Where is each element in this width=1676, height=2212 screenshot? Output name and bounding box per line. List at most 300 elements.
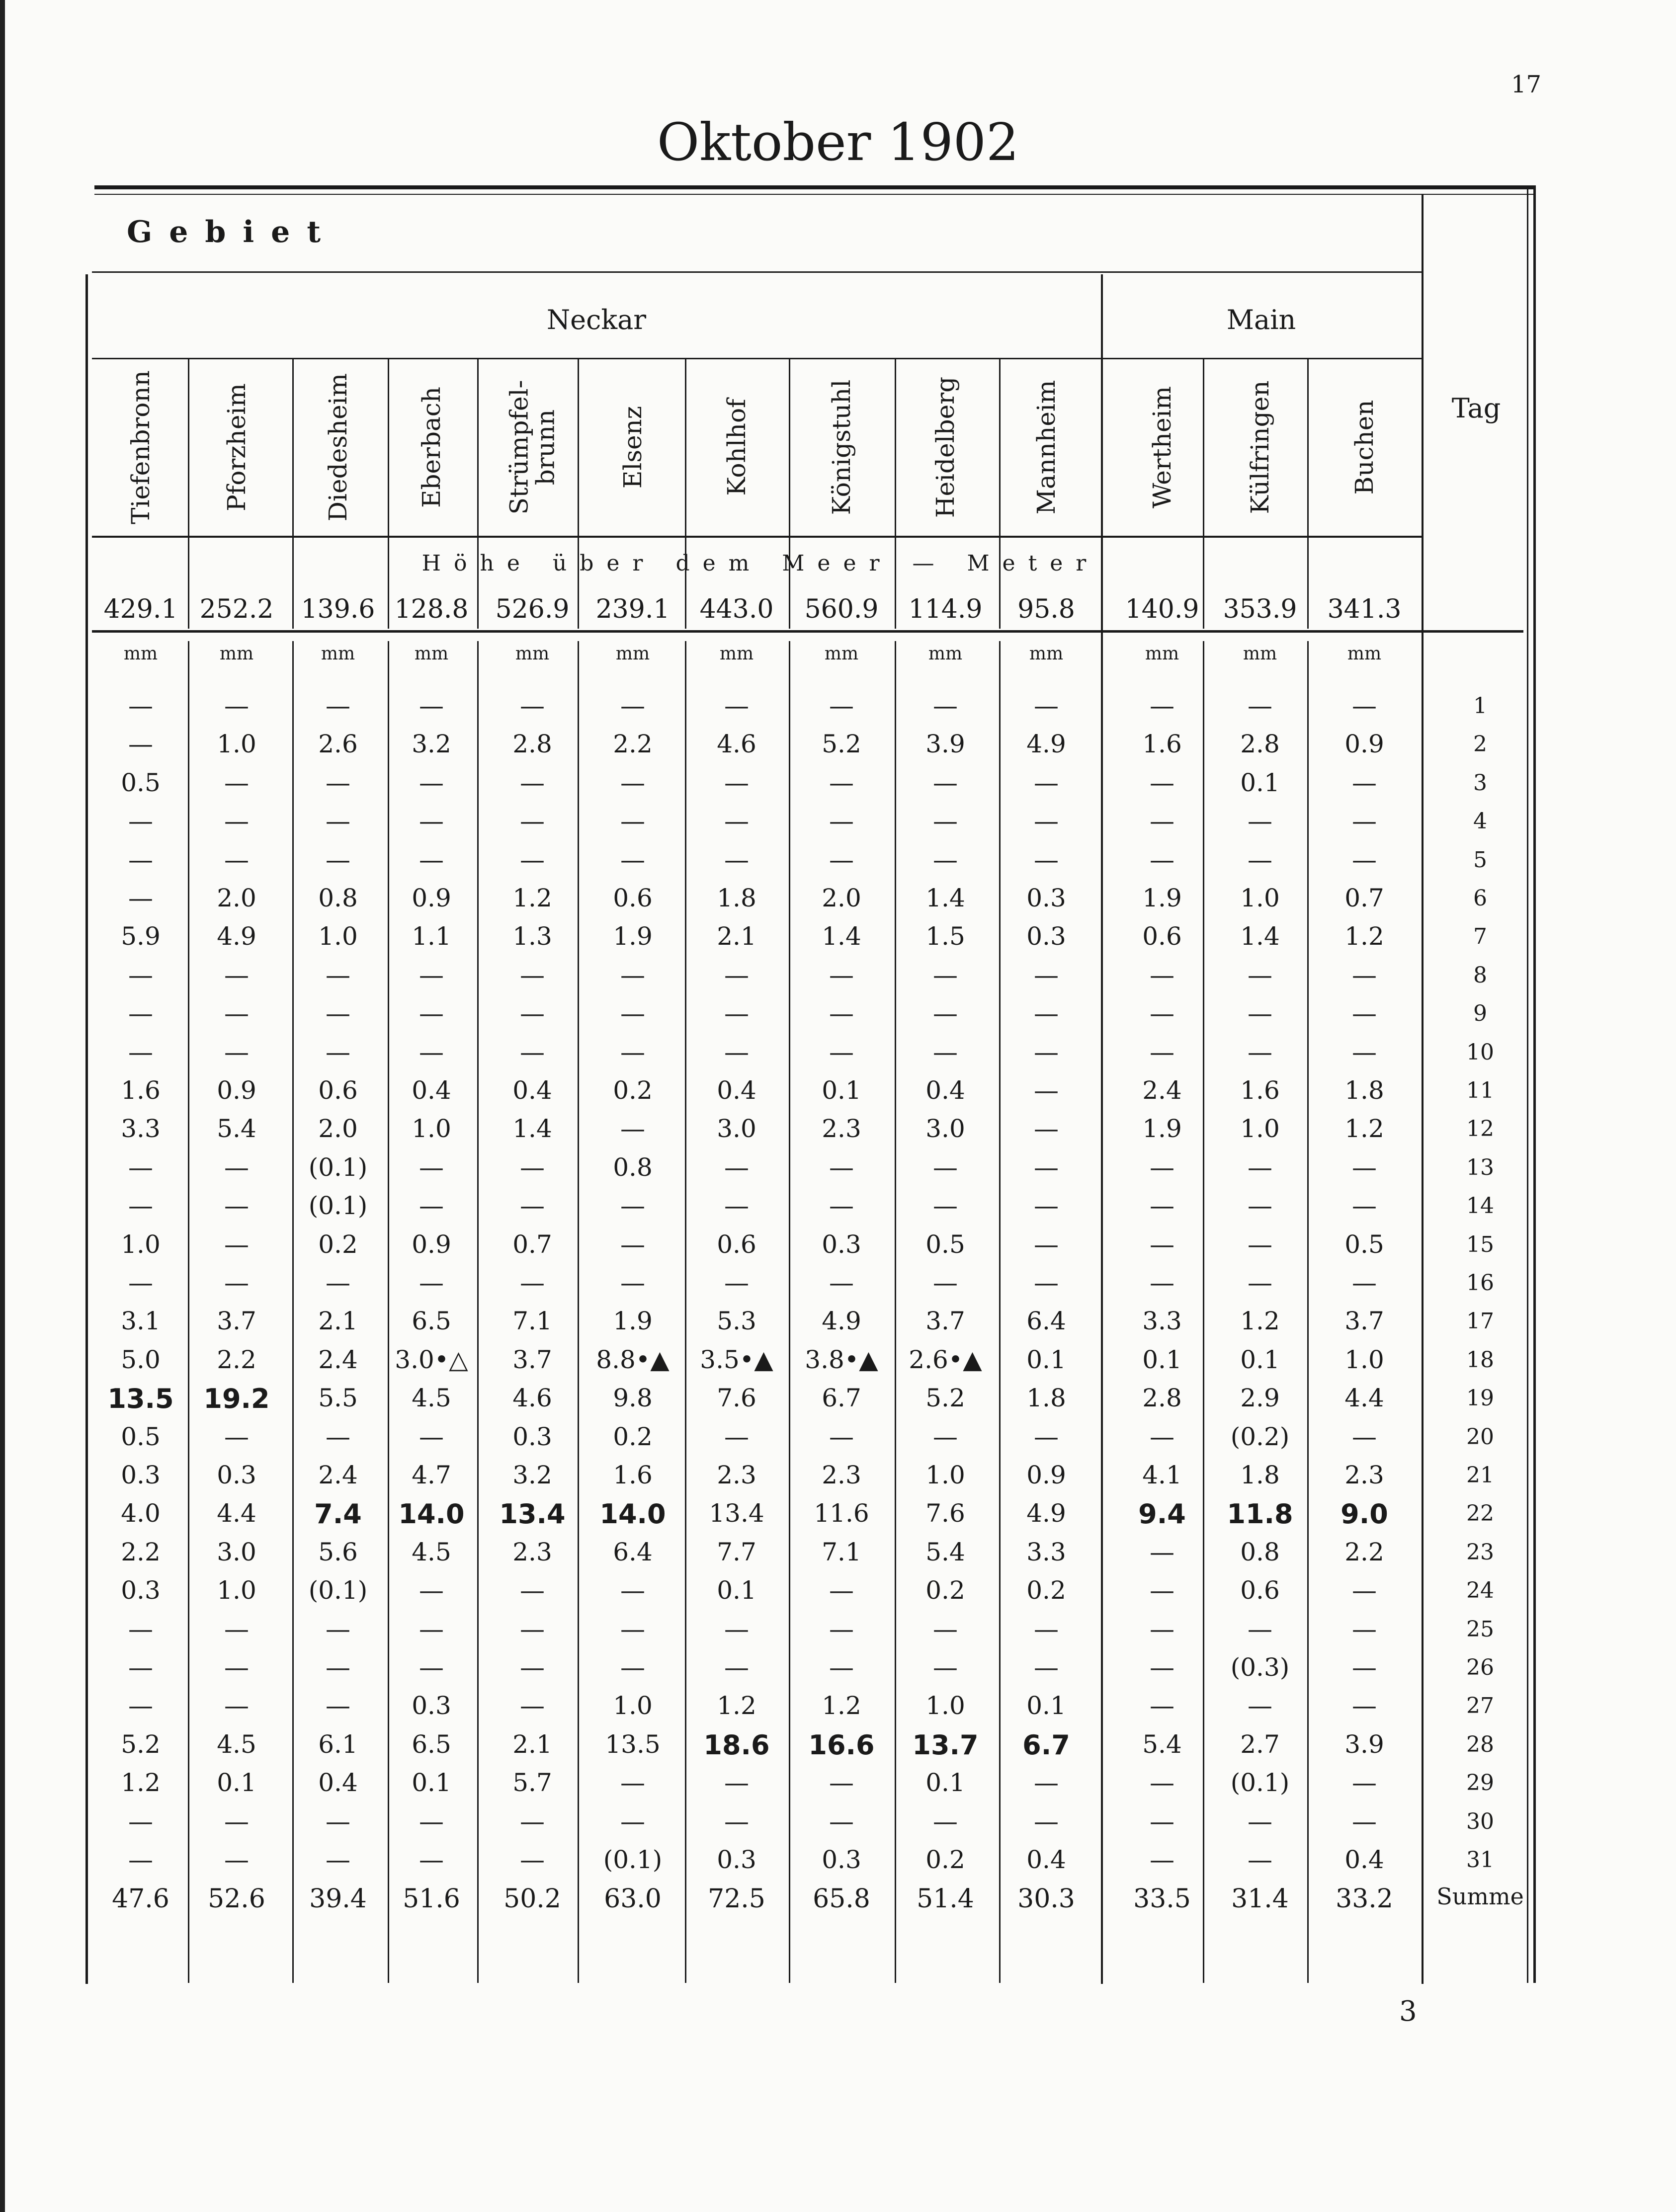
station-elevation: 526.9 bbox=[495, 594, 570, 624]
table-cell: (0.2) bbox=[1230, 1422, 1290, 1451]
table-cell: — bbox=[128, 1653, 153, 1682]
table-cell: 4.9 bbox=[1026, 730, 1066, 759]
table-cell: 1.9 bbox=[613, 1307, 653, 1336]
table-cell: — bbox=[419, 1614, 444, 1643]
table-cell: 2.7 bbox=[1240, 1729, 1280, 1759]
table-cell: 13.5 bbox=[605, 1729, 661, 1759]
table-cell: — bbox=[128, 999, 153, 1028]
column-rule bbox=[1307, 358, 1309, 629]
table-cell: 6.4 bbox=[613, 1537, 653, 1566]
table-cell: 3.0 bbox=[925, 1114, 965, 1144]
column-rule bbox=[388, 358, 389, 629]
table-cell: 0.5 bbox=[925, 1229, 965, 1259]
table-cell: — bbox=[1352, 1037, 1377, 1066]
table-cell: — bbox=[724, 691, 749, 720]
table-cell: 6.1 bbox=[318, 1729, 358, 1759]
table-cell: 1.9 bbox=[1142, 884, 1182, 912]
table-cell: — bbox=[520, 691, 545, 720]
table-cell: (0.1) bbox=[308, 1152, 368, 1182]
table-cell: 2.3 bbox=[822, 1461, 861, 1489]
table-cell: — bbox=[1150, 1576, 1174, 1605]
table-cell: 0.3 bbox=[717, 1845, 756, 1874]
station-header: Elsenz bbox=[618, 406, 647, 489]
table-cell: 0.7 bbox=[512, 1229, 552, 1259]
table-cell: — bbox=[520, 1191, 545, 1221]
table-cell: — bbox=[620, 845, 645, 874]
table-cell: — bbox=[520, 1691, 545, 1720]
day-number: 29 bbox=[1466, 1770, 1494, 1796]
table-cell: — bbox=[1034, 1653, 1059, 1682]
group-label-main: Main bbox=[1226, 304, 1296, 335]
table-cell: — bbox=[1248, 1037, 1272, 1066]
table-cell: — bbox=[419, 768, 444, 797]
table-cell: — bbox=[224, 807, 249, 836]
table-cell: 0.1 bbox=[717, 1576, 756, 1605]
table-cell: 0.5 bbox=[121, 1422, 161, 1451]
station-elevation: 114.9 bbox=[908, 594, 983, 624]
table-cell: — bbox=[933, 1268, 958, 1297]
table-cell: 5.3 bbox=[717, 1307, 756, 1336]
table-cell: (0.1) bbox=[308, 1576, 368, 1605]
table-cell: — bbox=[224, 999, 249, 1028]
table-cell: — bbox=[1352, 1768, 1377, 1798]
day-number: 18 bbox=[1466, 1347, 1494, 1373]
table-cell: 1.0 bbox=[613, 1691, 653, 1720]
table-cell: — bbox=[520, 1152, 545, 1182]
table-cell: — bbox=[829, 807, 854, 836]
table-cell: — bbox=[520, 1268, 545, 1297]
table-cell: 2.3 bbox=[512, 1537, 552, 1566]
table-cell: 0.2 bbox=[318, 1229, 358, 1259]
table-cell: — bbox=[724, 1152, 749, 1182]
table-cell: — bbox=[1352, 807, 1377, 836]
table-cell: 1.0 bbox=[925, 1691, 965, 1720]
table-cell: (0.1) bbox=[308, 1191, 368, 1221]
table-cell: 4.9 bbox=[217, 922, 256, 951]
day-number: 12 bbox=[1466, 1116, 1494, 1142]
table-cell: — bbox=[829, 1152, 854, 1182]
table-cell: 2.3 bbox=[717, 1461, 756, 1489]
table-cell: — bbox=[128, 1806, 153, 1836]
table-cell: — bbox=[620, 691, 645, 720]
table-cell: — bbox=[326, 1037, 350, 1066]
elevation-rule bbox=[92, 630, 1523, 633]
table-cell: 9.0 bbox=[1341, 1498, 1388, 1530]
table-cell: 13.7 bbox=[912, 1729, 979, 1761]
table-cell: — bbox=[1150, 1537, 1174, 1566]
table-cell: 2.4 bbox=[1142, 1076, 1182, 1105]
table-cell: 3.0•△ bbox=[395, 1345, 468, 1374]
table-cell: 4.4 bbox=[217, 1499, 256, 1528]
table-cell: — bbox=[933, 1422, 958, 1451]
table-cell: — bbox=[620, 1268, 645, 1297]
table-cell: — bbox=[829, 960, 854, 989]
table-cell: 13.5 bbox=[107, 1383, 174, 1415]
table-cell: — bbox=[829, 1422, 854, 1451]
table-cell: 0.6 bbox=[1240, 1576, 1280, 1605]
station-header: Tiefenbronn bbox=[126, 370, 155, 524]
table-cell: — bbox=[419, 960, 444, 989]
table-cell: 0.1 bbox=[1240, 768, 1280, 797]
table-cell: — bbox=[224, 1653, 249, 1682]
region-label: Gebiet bbox=[127, 215, 338, 249]
day-number: 2 bbox=[1473, 732, 1487, 757]
table-cell: — bbox=[933, 1191, 958, 1221]
table-cell: 7.4 bbox=[314, 1498, 362, 1530]
table-cell: 0.3 bbox=[512, 1422, 552, 1451]
day-number: 26 bbox=[1466, 1655, 1494, 1680]
table-cell: — bbox=[326, 1614, 350, 1643]
table-cell: 2.1 bbox=[717, 922, 756, 951]
day-number: 27 bbox=[1466, 1693, 1494, 1719]
table-cell: 2.0 bbox=[217, 884, 256, 912]
table-cell: — bbox=[1352, 1576, 1377, 1605]
table-cell: 2.3 bbox=[822, 1114, 861, 1144]
unit-label: mm bbox=[824, 644, 859, 664]
table-cell: 19.2 bbox=[203, 1383, 270, 1415]
table-cell: — bbox=[1352, 1653, 1377, 1682]
unit-label: mm bbox=[123, 644, 158, 664]
table-cell: — bbox=[1352, 1691, 1377, 1720]
table-cell: — bbox=[224, 1614, 249, 1643]
table-cell: — bbox=[128, 1037, 153, 1066]
table-cell: 3.7 bbox=[925, 1307, 965, 1336]
table-cell: 0.1 bbox=[1026, 1345, 1066, 1374]
table-cell: 4.6 bbox=[717, 730, 756, 759]
table-cell: — bbox=[1034, 807, 1059, 836]
table-cell: — bbox=[1352, 1152, 1377, 1182]
table-cell: — bbox=[419, 845, 444, 874]
table-cell: 0.3 bbox=[121, 1461, 161, 1489]
station-header: Diedesheim bbox=[323, 373, 352, 522]
table-cell: — bbox=[224, 1422, 249, 1451]
table-cell: 0.6 bbox=[1142, 922, 1182, 951]
table-cell: 0.4 bbox=[1026, 1845, 1066, 1874]
station-header: Kohlhof bbox=[722, 399, 751, 496]
station-elevation: 139.6 bbox=[301, 594, 375, 624]
table-cell: — bbox=[419, 1576, 444, 1605]
table-cell: — bbox=[829, 691, 854, 720]
table-cell: 5.0 bbox=[121, 1345, 161, 1374]
column-rule bbox=[895, 358, 896, 629]
table-cell: — bbox=[1352, 691, 1377, 720]
station-header: Mannheim bbox=[1031, 380, 1061, 515]
table-cell: 0.3 bbox=[822, 1229, 861, 1259]
table-cell: 5.4 bbox=[217, 1114, 256, 1144]
station-elevation: 560.9 bbox=[804, 594, 879, 624]
table-cell: 2.6 bbox=[318, 730, 358, 759]
table-cell: 4.7 bbox=[412, 1461, 451, 1489]
table-cell: — bbox=[1034, 1152, 1059, 1182]
day-number: 24 bbox=[1466, 1578, 1494, 1604]
station-header: Külfringen bbox=[1245, 380, 1274, 514]
table-cell: (0.1) bbox=[1230, 1768, 1290, 1798]
table-cell: 3.3 bbox=[1026, 1537, 1066, 1566]
table-cell: 2.8 bbox=[1142, 1384, 1182, 1413]
table-cell: — bbox=[224, 1691, 249, 1720]
sum-cell: 47.6 bbox=[112, 1884, 169, 1914]
table-cell: — bbox=[128, 1845, 153, 1874]
column-rule bbox=[1203, 358, 1204, 629]
gebiet-rule bbox=[92, 271, 1422, 273]
table-cell: — bbox=[1352, 960, 1377, 989]
table-cell: — bbox=[326, 1268, 350, 1297]
unit-label: mm bbox=[928, 644, 963, 664]
table-cell: — bbox=[1150, 999, 1174, 1028]
day-number: 8 bbox=[1473, 962, 1487, 988]
table-cell: — bbox=[933, 1806, 958, 1836]
table-cell: 7.6 bbox=[717, 1384, 756, 1413]
table-cell: — bbox=[520, 1653, 545, 1682]
table-cell: — bbox=[620, 1653, 645, 1682]
table-cell: — bbox=[1034, 1422, 1059, 1451]
table-cell: — bbox=[1248, 999, 1272, 1028]
table-cell: — bbox=[326, 768, 350, 797]
unit-label: mm bbox=[1243, 644, 1277, 664]
table-cell: 1.6 bbox=[1240, 1076, 1280, 1105]
table-cell: 3.0 bbox=[217, 1537, 256, 1566]
table-cell: 5.4 bbox=[1142, 1729, 1182, 1759]
table-cell: 14.0 bbox=[398, 1498, 465, 1530]
table-cell: — bbox=[520, 807, 545, 836]
unit-label: mm bbox=[615, 644, 650, 664]
table-cell: — bbox=[419, 1653, 444, 1682]
table-cell: 0.4 bbox=[717, 1076, 756, 1105]
table-cell: 1.4 bbox=[512, 1114, 552, 1144]
table-cell: — bbox=[933, 1614, 958, 1643]
table-cell: — bbox=[829, 1653, 854, 1682]
table-cell: — bbox=[520, 999, 545, 1028]
table-cell: 1.1 bbox=[412, 922, 451, 951]
table-cell: — bbox=[1150, 1653, 1174, 1682]
table-cell: — bbox=[1150, 960, 1174, 989]
top-rule-thin bbox=[94, 194, 1536, 195]
table-cell: — bbox=[1150, 1268, 1174, 1297]
table-cell: — bbox=[1034, 1806, 1059, 1836]
table-cell: 0.4 bbox=[925, 1076, 965, 1105]
day-number: 20 bbox=[1466, 1424, 1494, 1450]
table-cell: 2.4 bbox=[318, 1345, 358, 1374]
table-cell: 0.3 bbox=[121, 1576, 161, 1605]
table-cell: — bbox=[128, 1152, 153, 1182]
table-cell: — bbox=[128, 960, 153, 989]
table-cell: 0.1 bbox=[925, 1768, 965, 1798]
table-cell: 0.4 bbox=[412, 1076, 451, 1105]
table-cell: 1.2 bbox=[1344, 922, 1384, 951]
table-cell: — bbox=[829, 768, 854, 797]
day-number: 6 bbox=[1473, 886, 1487, 911]
table-cell: 0.7 bbox=[1344, 884, 1384, 912]
table-cell: 7.1 bbox=[512, 1307, 552, 1336]
table-cell: — bbox=[1248, 1691, 1272, 1720]
table-cell: 1.0 bbox=[412, 1114, 451, 1144]
table-cell: — bbox=[224, 1191, 249, 1221]
table-cell: — bbox=[1150, 1806, 1174, 1836]
table-cell: 3.9 bbox=[1344, 1729, 1384, 1759]
station-elevation: 429.1 bbox=[103, 594, 178, 624]
table-cell: 0.6 bbox=[318, 1076, 358, 1105]
table-cell: — bbox=[933, 1152, 958, 1182]
table-cell: — bbox=[1248, 1268, 1272, 1297]
page-number: 17 bbox=[1511, 71, 1542, 98]
unit-label: mm bbox=[515, 644, 550, 664]
day-number: 22 bbox=[1466, 1501, 1494, 1527]
table-cell: — bbox=[620, 807, 645, 836]
table-cell: 0.6 bbox=[613, 884, 653, 912]
table-cell: 1.8 bbox=[1344, 1076, 1384, 1105]
table-cell: — bbox=[1150, 1768, 1174, 1798]
table-cell: — bbox=[620, 1229, 645, 1259]
table-cell: — bbox=[1034, 768, 1059, 797]
table-cell: 3.7 bbox=[1344, 1307, 1384, 1336]
unit-label: mm bbox=[1347, 644, 1382, 664]
table-cell: — bbox=[1352, 1191, 1377, 1221]
day-number: 31 bbox=[1466, 1847, 1494, 1873]
table-cell: — bbox=[128, 884, 153, 912]
table-cell: 13.4 bbox=[709, 1499, 764, 1528]
table-cell: 1.8 bbox=[717, 884, 756, 912]
table-cell: — bbox=[128, 1614, 153, 1643]
station-elevation: 239.1 bbox=[595, 594, 670, 624]
day-number: 16 bbox=[1466, 1270, 1494, 1296]
table-cell: 0.8 bbox=[1240, 1537, 1280, 1566]
table-cell: — bbox=[1248, 1614, 1272, 1643]
table-cell: 5.5 bbox=[318, 1384, 358, 1413]
right-border-outer bbox=[1533, 189, 1536, 1983]
table-cell: 7.1 bbox=[822, 1537, 861, 1566]
table-cell: — bbox=[1034, 845, 1059, 874]
table-cell: 0.1 bbox=[412, 1768, 451, 1798]
table-cell: — bbox=[419, 1191, 444, 1221]
day-number: 19 bbox=[1466, 1386, 1494, 1411]
table-cell: 18.6 bbox=[703, 1729, 770, 1761]
table-cell: — bbox=[829, 845, 854, 874]
table-cell: — bbox=[128, 807, 153, 836]
table-cell: — bbox=[933, 807, 958, 836]
table-cell: — bbox=[829, 1037, 854, 1066]
table-cell: 8.8•▲ bbox=[596, 1345, 670, 1374]
table-cell: — bbox=[1150, 1691, 1174, 1720]
table-cell: — bbox=[620, 1806, 645, 1836]
table-cell: — bbox=[419, 1152, 444, 1182]
table-cell: 2.8 bbox=[1240, 730, 1280, 759]
table-cell: — bbox=[128, 730, 153, 759]
table-cell: — bbox=[724, 1191, 749, 1221]
table-cell: 3.2 bbox=[512, 1461, 552, 1489]
table-cell: — bbox=[1352, 1806, 1377, 1836]
sum-cell: 51.6 bbox=[403, 1884, 460, 1914]
column-rule bbox=[477, 358, 479, 629]
table-cell: 3.8•▲ bbox=[805, 1345, 878, 1374]
group-rule bbox=[92, 358, 1422, 359]
table-cell: 1.6 bbox=[613, 1461, 653, 1489]
table-cell: 2.4 bbox=[318, 1461, 358, 1489]
unit-label: mm bbox=[321, 644, 355, 664]
table-cell: — bbox=[1248, 691, 1272, 720]
table-cell: 0.3 bbox=[822, 1845, 861, 1874]
table-cell: 1.8 bbox=[1240, 1461, 1280, 1489]
station-elevation: 252.2 bbox=[199, 594, 274, 624]
column-rule bbox=[789, 358, 790, 629]
table-cell: 0.1 bbox=[1142, 1345, 1182, 1374]
table-cell: 13.4 bbox=[499, 1498, 566, 1530]
sum-cell: 63.0 bbox=[604, 1884, 662, 1914]
day-number: 25 bbox=[1466, 1616, 1494, 1642]
table-cell: 3.3 bbox=[121, 1114, 161, 1144]
sum-cell: 31.4 bbox=[1231, 1884, 1289, 1914]
table-cell: — bbox=[520, 1037, 545, 1066]
day-number: 30 bbox=[1466, 1808, 1494, 1834]
table-cell: — bbox=[326, 1691, 350, 1720]
table-cell: 1.0 bbox=[1240, 884, 1280, 912]
table-cell: — bbox=[224, 691, 249, 720]
table-cell: 0.8 bbox=[318, 884, 358, 912]
day-number: 17 bbox=[1466, 1309, 1494, 1334]
table-cell: 4.5 bbox=[217, 1729, 256, 1759]
table-cell: — bbox=[1150, 1422, 1174, 1451]
table-cell: — bbox=[1150, 807, 1174, 836]
table-cell: 0.3 bbox=[217, 1461, 256, 1489]
table-cell: 0.4 bbox=[318, 1768, 358, 1798]
table-cell: — bbox=[724, 999, 749, 1028]
table-cell: — bbox=[1034, 1768, 1059, 1798]
station-rule bbox=[92, 536, 1422, 538]
table-cell: — bbox=[933, 768, 958, 797]
sum-label: Summe bbox=[1436, 1883, 1524, 1910]
column-rule bbox=[685, 358, 686, 629]
table-cell: — bbox=[419, 1037, 444, 1066]
table-cell: 1.4 bbox=[925, 884, 965, 912]
column-rule bbox=[578, 358, 579, 629]
table-cell: 1.4 bbox=[1240, 922, 1280, 951]
station-elevation: 95.8 bbox=[1017, 594, 1075, 624]
table-cell: 0.3 bbox=[412, 1691, 451, 1720]
table-cell: — bbox=[1248, 807, 1272, 836]
day-number: 28 bbox=[1466, 1731, 1494, 1757]
sum-cell: 39.4 bbox=[309, 1884, 367, 1914]
table-cell: — bbox=[1248, 1191, 1272, 1221]
table-cell: — bbox=[1150, 1229, 1174, 1259]
table-cell: 0.3 bbox=[1026, 884, 1066, 912]
table-cell: 3.3 bbox=[1142, 1307, 1182, 1336]
table-cell: 4.4 bbox=[1344, 1384, 1384, 1413]
table-cell: 9.4 bbox=[1138, 1498, 1186, 1530]
day-number: 3 bbox=[1473, 770, 1487, 796]
table-cell: — bbox=[224, 1268, 249, 1297]
day-number: 15 bbox=[1466, 1231, 1494, 1257]
table-cell: 5.4 bbox=[925, 1537, 965, 1566]
day-number: 13 bbox=[1466, 1154, 1494, 1180]
table-cell: 0.9 bbox=[1344, 730, 1384, 759]
table-cell: 0.4 bbox=[1344, 1845, 1384, 1874]
table-cell: 5.7 bbox=[512, 1768, 552, 1798]
table-cell: 7.7 bbox=[717, 1537, 756, 1566]
table-cell: 3.9 bbox=[925, 730, 965, 759]
table-cell: 2.8 bbox=[512, 730, 552, 759]
table-cell: — bbox=[1248, 1845, 1272, 1874]
table-cell: — bbox=[829, 1614, 854, 1643]
table-cell: 5.6 bbox=[318, 1537, 358, 1566]
table-cell: 0.1 bbox=[217, 1768, 256, 1798]
table-cell: — bbox=[224, 960, 249, 989]
group-label-neckar: Neckar bbox=[546, 304, 647, 335]
table-cell: 1.2 bbox=[717, 1691, 756, 1720]
table-cell: 2.2 bbox=[217, 1345, 256, 1374]
table-cell: — bbox=[1034, 691, 1059, 720]
table-cell: — bbox=[326, 845, 350, 874]
table-cell: — bbox=[829, 1191, 854, 1221]
day-number: 7 bbox=[1473, 924, 1487, 950]
